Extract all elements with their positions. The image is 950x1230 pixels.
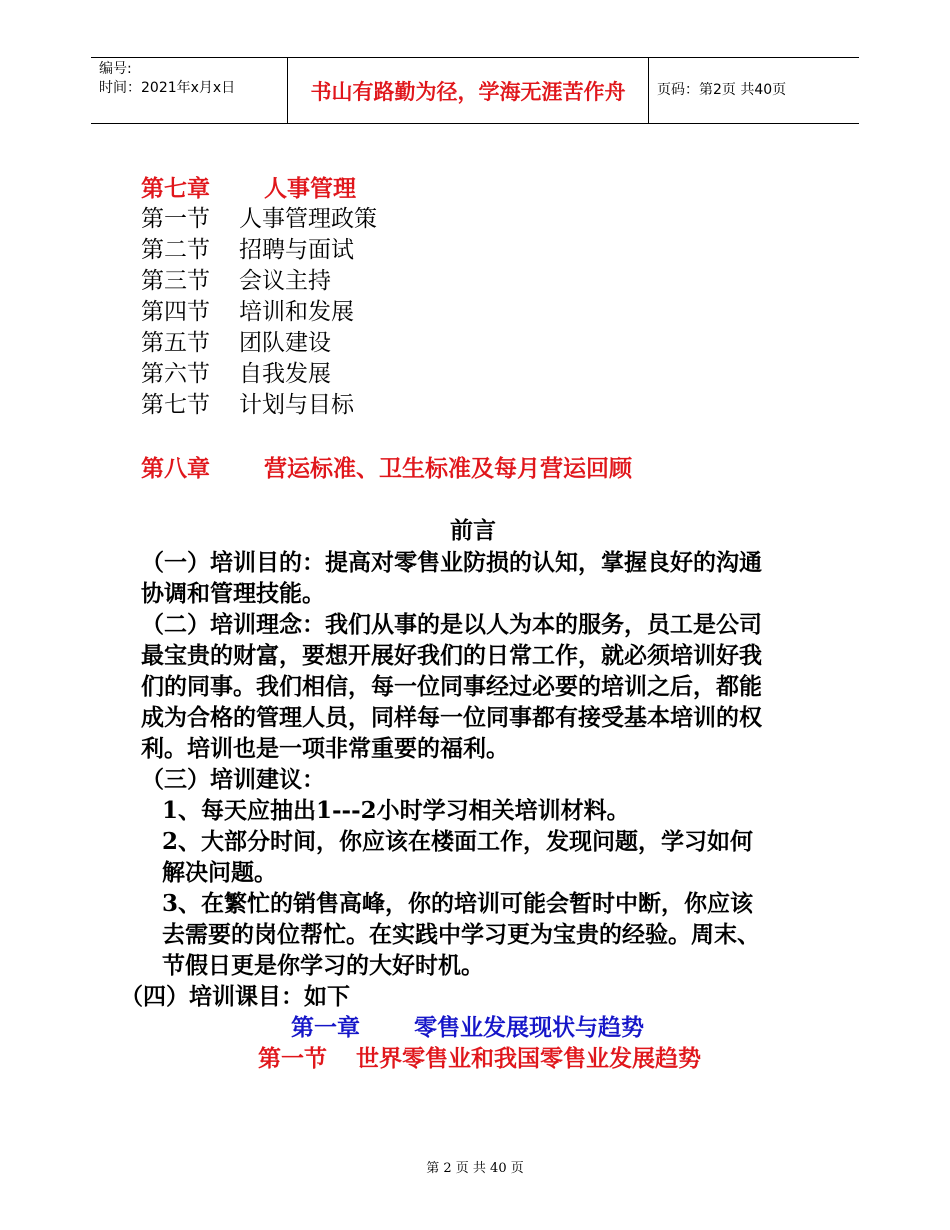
preface-line: （四）培训课目：如下	[120, 983, 350, 1010]
section-number: 第三节	[141, 268, 210, 294]
chapter-heading	[141, 453, 632, 484]
chapter-number: 第七章	[141, 175, 210, 202]
toc-section	[141, 204, 377, 235]
header-page-info: 页码：第2页 共40页	[657, 82, 787, 98]
preface-line: 去需要的岗位帮忙。在实践中学习更为宝贵的经验。周末、	[162, 921, 760, 948]
preface-line: 协调和管理技能。	[141, 580, 325, 607]
section-number: 第五节	[141, 330, 210, 356]
preface-line: 最宝贵的财富，要想开展好我们的日常工作，就必须培训好我	[141, 642, 762, 669]
section-number: 第四节	[141, 299, 210, 325]
chapter-title: 营运标准、卫生标准及每月营运回顾	[264, 455, 632, 482]
section-number: 第六节	[141, 361, 210, 387]
section-number: 第一节	[258, 1045, 327, 1072]
toc-section	[141, 390, 354, 421]
section-title: 自我发展	[239, 361, 331, 387]
preface-line: 1、每天应抽出1---2小时学习相关培训材料。	[162, 797, 630, 824]
section-title: 计划与目标	[239, 392, 354, 418]
preface-line: 利。培训也是一项非常重要的福利。	[141, 735, 509, 762]
page-footer: 第 2 页 共 40 页	[426, 1161, 524, 1176]
preface-line: 解决问题。	[162, 859, 277, 886]
chapter-number: 第八章	[141, 455, 210, 482]
toc-section	[141, 266, 331, 297]
chapter-heading	[141, 173, 356, 204]
section-title: 会议主持	[239, 268, 331, 294]
preface-line: （二）培训理念：我们从事的是以人为本的服务，员工是公司	[141, 611, 762, 638]
toc-section	[141, 297, 354, 328]
section-title: 世界零售业和我国零售业发展趋势	[356, 1045, 701, 1072]
section-title: 培训和发展	[239, 299, 354, 325]
section-title: 团队建设	[239, 330, 331, 356]
preface-line: 们的同事。我们相信，每一位同事经过必要的培训之后，都能	[141, 673, 762, 700]
chapter-number: 第一章	[291, 1014, 360, 1041]
chapter-title: 零售业发展现状与趋势	[414, 1014, 644, 1041]
preface-line: （一）培训目的：提高对零售业防损的认知，掌握良好的沟通	[141, 549, 762, 576]
section-heading	[258, 1043, 701, 1074]
section-number: 第一节	[141, 206, 210, 232]
section-title: 人事管理政策	[239, 206, 377, 232]
toc-section	[141, 359, 331, 390]
header-motto: 书山有路勤为径，学海无涯苦作舟	[310, 79, 626, 104]
toc-section	[141, 328, 331, 359]
section-number: 第七节	[141, 392, 210, 418]
preface-line: （三）培训建议：	[141, 766, 325, 793]
chapter-heading	[291, 1012, 644, 1043]
page-header	[91, 57, 859, 124]
preface-line: 3、在繁忙的销售高峰，你的培训可能会暂时中断，你应该	[162, 890, 754, 917]
section-title: 招聘与面试	[239, 237, 354, 263]
section-number: 第二节	[141, 237, 210, 263]
preface-line: 2、大部分时间，你应该在楼面工作，发现问题，学习如何	[162, 828, 754, 855]
time-label: 时间：2021年x月x日	[99, 80, 236, 96]
header-meta	[99, 60, 289, 98]
number-label: 编号:	[99, 61, 132, 77]
preface-line: 成为合格的管理人员，同样每一位同事都有接受基本培训的权	[141, 704, 762, 731]
preface-line: 节假日更是你学习的大好时机。	[162, 952, 484, 979]
chapter-title: 人事管理	[264, 175, 356, 202]
toc-section	[141, 235, 354, 266]
header-divider	[648, 58, 649, 123]
preface-title: 前言	[450, 517, 496, 544]
